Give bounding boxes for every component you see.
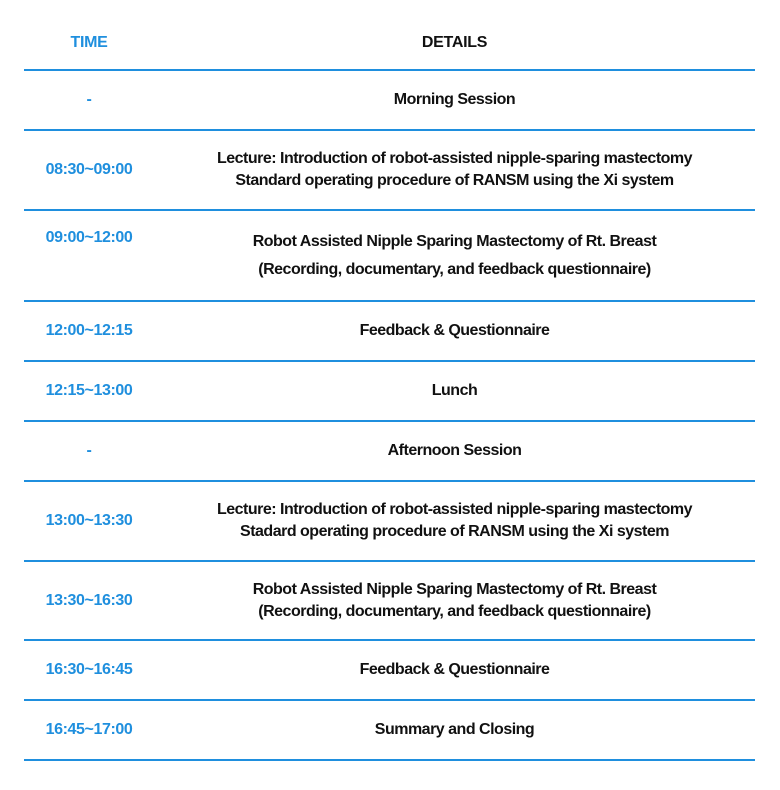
- time-column-header: TIME: [70, 33, 108, 51]
- table-row: [24, 422, 755, 482]
- table-row: [24, 482, 755, 562]
- row-time: 16:30~16:45: [45, 661, 133, 678]
- table-row: [24, 701, 755, 761]
- row-details: Lunch: [431, 382, 478, 399]
- row-time: 12:00~12:15: [45, 322, 133, 339]
- row-details-line: Robot Assisted Nipple Sparing Mastectomy of Rt. Breast: [252, 580, 657, 598]
- table-row: [24, 302, 755, 362]
- row-details: [154, 562, 755, 639]
- row-time: 13:30~16:30: [45, 591, 133, 609]
- row-details: Afternoon Session: [387, 442, 522, 459]
- row-time: 09:00~12:00: [45, 229, 133, 246]
- table-row: [24, 641, 755, 701]
- table-row: [24, 362, 755, 422]
- row-time: 12:15~13:00: [45, 382, 133, 399]
- row-details-line: Robot Assisted Nipple Sparing Mastectomy of Rt. Breast: [252, 232, 657, 250]
- schedule-table: [24, 16, 755, 761]
- row-details-line: Lecture: Introduction of robot-assisted nipple-sparing mastectomy: [216, 150, 693, 167]
- table-row: [24, 71, 755, 131]
- row-details: Summary and Closing: [374, 721, 535, 738]
- row-time: 08:30~09:00: [45, 161, 133, 178]
- row-details-line: Stadard operating procedure of RANSM using the Xi system: [240, 523, 669, 540]
- row-details-line: (Recording, documentary, and feedback questionnaire): [258, 260, 651, 278]
- row-time: -: [86, 91, 92, 108]
- row-time: 16:45~17:00: [45, 721, 133, 738]
- table-row: [24, 211, 755, 302]
- row-details: Feedback & Questionnaire: [359, 661, 550, 678]
- row-time: -: [86, 442, 92, 459]
- row-time: 13:00~13:30: [45, 512, 133, 529]
- row-details: Morning Session: [393, 91, 516, 108]
- row-details-line: Standard operating procedure of RANSM using the Xi system: [235, 172, 674, 189]
- table-row: [24, 562, 755, 641]
- row-details: [154, 211, 755, 300]
- table-row: [24, 131, 755, 211]
- row-details-line: (Recording, documentary, and feedback questionnaire): [258, 602, 651, 620]
- details-column-header: DETAILS: [421, 33, 488, 51]
- row-details: [154, 131, 755, 209]
- row-details: Feedback & Questionnaire: [359, 322, 550, 339]
- row-details-line: Lecture: Introduction of robot-assisted nipple-sparing mastectomy: [216, 501, 693, 518]
- row-details: [154, 482, 755, 560]
- table-header: [24, 16, 755, 71]
